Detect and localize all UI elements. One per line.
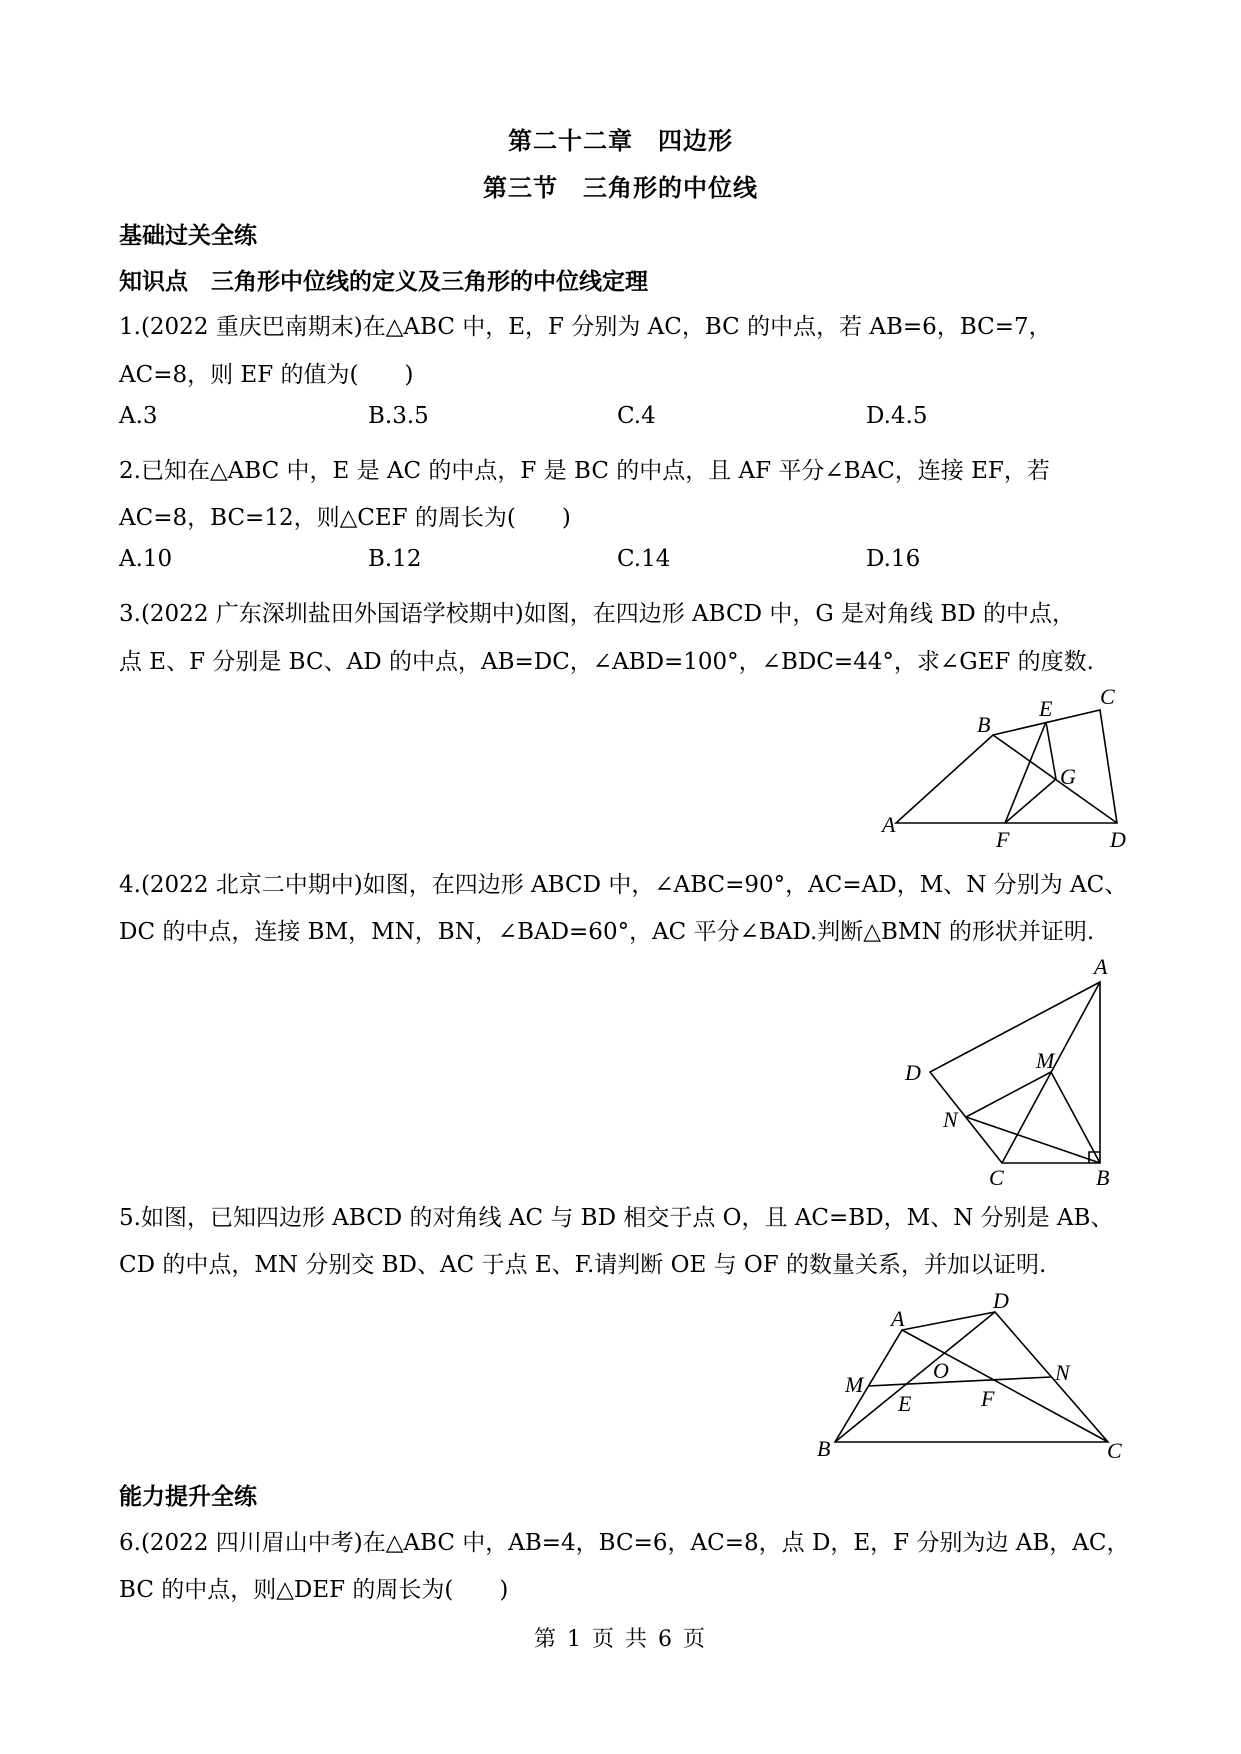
- q3-quadrilateral: [896, 710, 1117, 823]
- q3-line1: 3.(2022 广东深圳盐田外国语学校期中)如图，在四边形 ABCD 中，G 是对角线 BD 的中点，: [119, 601, 1075, 627]
- q1-option-c: C.4: [617, 403, 656, 429]
- q5-figure: [805, 1290, 1135, 1465]
- q3-label-b: B: [977, 712, 991, 737]
- q4-quadrilateral: [930, 982, 1100, 1163]
- ability-practice-heading: 能力提升全练: [119, 1483, 257, 1510]
- q2-option-b: B.12: [368, 546, 422, 572]
- q2-option-c: C.14: [617, 546, 671, 572]
- section-title: 第三节 三角形的中位线: [483, 173, 758, 202]
- q1-option-a: A.3: [119, 403, 158, 429]
- knowledge-point-heading: 知识点 三角形中位线的定义及三角形的中位线定理: [119, 268, 648, 295]
- q1-line2: AC=8，则 EF 的值为( ): [119, 362, 414, 388]
- q3-label-f: F: [996, 827, 1010, 852]
- q4-label-b: B: [1096, 1165, 1110, 1190]
- q1-line1: 1.(2022 重庆巴南期末)在△ABC 中，E，F 分别为 AC，BC 的中点，若 AB=6，BC=7，: [119, 314, 1052, 340]
- q5-label-e: E: [898, 1391, 912, 1416]
- q4-line1: 4.(2022 北京二中期中)如图，在四边形 ABCD 中，∠ABC=90°，AC=AD，M、N 分别为 AC、: [119, 872, 1128, 898]
- q3-figure: [870, 680, 1130, 855]
- q2-option-d: D.16: [866, 546, 921, 572]
- q3-label-c: C: [1100, 684, 1115, 709]
- q3-segment-gf: [1005, 779, 1056, 823]
- q4-label-a: A: [1094, 955, 1108, 979]
- q3-line2: 点 E、F 分别是 BC、AD 的中点，AB=DC，∠ABD=100°，∠BDC=44°，求∠GEF 的度数.: [119, 649, 1094, 675]
- q3-segment-ef: [1005, 722, 1046, 823]
- q3-label-g: G: [1060, 764, 1076, 789]
- q3-segment-eg: [1046, 722, 1056, 779]
- q5-label-f: F: [981, 1386, 995, 1411]
- q6-line2: BC 的中点，则△DEF 的周长为( ): [119, 1577, 509, 1603]
- page-footer: 第 1 页 共 6 页: [534, 1627, 707, 1652]
- q5-label-d: D: [993, 1290, 1009, 1313]
- q3-label-d: D: [1110, 827, 1126, 852]
- q2-option-a: A.10: [119, 546, 173, 572]
- q5-label-m: M: [845, 1372, 864, 1397]
- chapter-title: 第二十二章 四边形: [508, 126, 733, 155]
- q5-label-o: O: [933, 1358, 949, 1383]
- q4-label-m: M: [1036, 1048, 1055, 1073]
- q2-line2: AC=8，BC=12，则△CEF 的周长为( ): [119, 505, 571, 531]
- q1-option-b: B.3.5: [368, 403, 429, 429]
- q4-label-c: C: [989, 1165, 1004, 1190]
- q5-label-a: A: [891, 1306, 905, 1331]
- q5-label-b: B: [817, 1436, 831, 1461]
- q6-line1: 6.(2022 四川眉山中考)在△ABC 中，AB=4，BC=6，AC=8，点 D，E，F 分别为边 AB，AC，: [119, 1530, 1130, 1556]
- q5-segment-mn: [868, 1377, 1051, 1386]
- q2-line1: 2.已知在△ABC 中，E 是 AC 的中点，F 是 BC 的中点，且 AF 平分∠BAC，连接 EF，若: [119, 458, 1050, 484]
- q4-label-n: N: [943, 1107, 958, 1132]
- q3-label-e: E: [1039, 696, 1053, 721]
- q3-label-a: A: [882, 812, 896, 837]
- q5-line1: 5.如图，已知四边形 ABCD 的对角线 AC 与 BD 相交于点 O，且 AC=BD，M、N 分别是 AB、: [119, 1205, 1114, 1231]
- q4-label-d: D: [905, 1060, 921, 1085]
- q5-label-c: C: [1107, 1438, 1122, 1463]
- q5-line2: CD 的中点，MN 分别交 BD、AC 于点 E、F.请判断 OE 与 OF 的数量关系，并加以证明.: [119, 1252, 1047, 1278]
- q4-segment-bn: [966, 1117, 1100, 1163]
- basic-practice-heading: 基础过关全练: [119, 222, 257, 249]
- q5-diagonal-ac: [902, 1330, 1108, 1442]
- q1-option-d: D.4.5: [866, 403, 928, 429]
- q5-label-n: N: [1055, 1360, 1070, 1385]
- q4-figure: [890, 955, 1135, 1195]
- q4-line2: DC 的中点，连接 BM，MN，BN，∠BAD=60°，AC 平分∠BAD.判断△BMN 的形状并证明.: [119, 919, 1095, 945]
